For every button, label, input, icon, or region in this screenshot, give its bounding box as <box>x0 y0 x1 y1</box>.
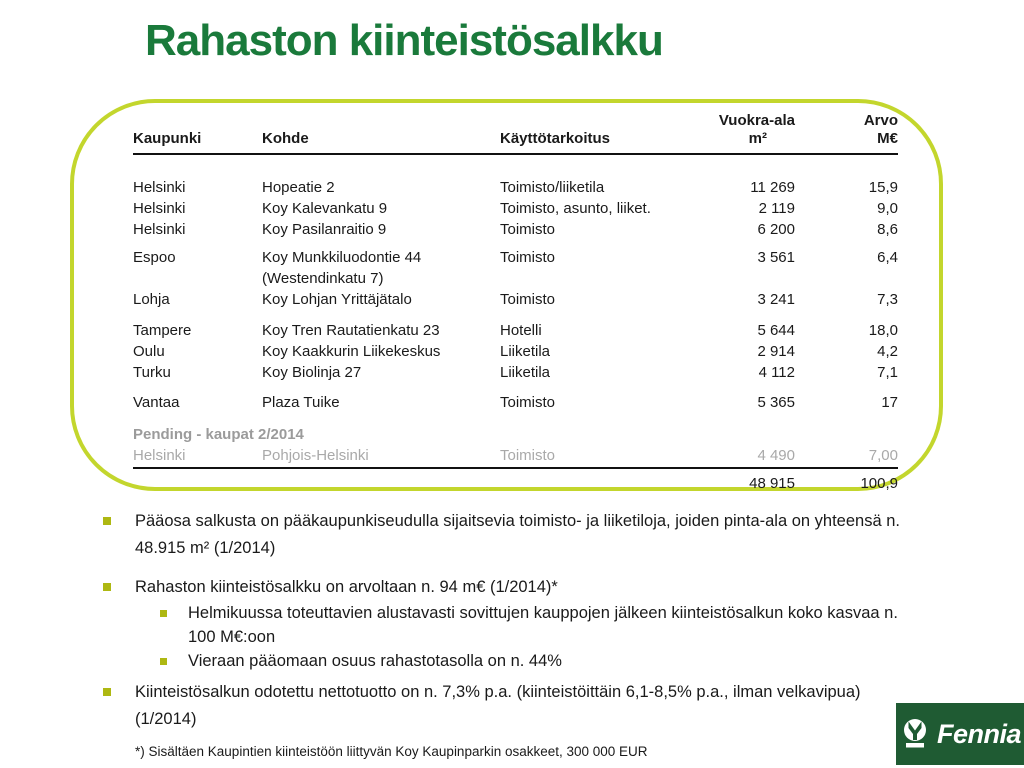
table-row <box>133 362 898 383</box>
table-row <box>133 392 898 413</box>
cell-value: 7,3 <box>877 291 898 308</box>
bullet-square-icon <box>103 517 111 525</box>
bullet-list <box>103 508 918 761</box>
header-value: Arvo M€ <box>863 112 898 147</box>
cell-area: 3 241 <box>757 291 795 308</box>
cell-value: 7,00 <box>868 447 898 464</box>
header-city: Kaupunki <box>133 130 202 147</box>
cell-purpose: Toimisto <box>500 447 556 464</box>
cell-value: 6,4 <box>877 249 898 266</box>
table-row-pending <box>133 445 898 466</box>
cell-city: Helsinki <box>133 200 186 217</box>
header-property: Kohde <box>262 130 309 147</box>
table-row <box>133 341 898 362</box>
cell-value: 9,0 <box>877 200 898 217</box>
table-row <box>133 177 898 198</box>
cell-property: Koy Kaakkurin Liikekeskus <box>262 343 441 360</box>
table-row <box>133 219 898 240</box>
bullet-square-icon <box>103 583 111 591</box>
fennia-logo <box>896 703 1024 765</box>
cell-property: Koy Kalevankatu 9 <box>262 200 388 217</box>
footnote: *) Sisältäen Kaupintien kiinteistöön liittyvän Koy Kaupinparkin osakkeet, 300 000 EUR <box>135 744 648 759</box>
cell-property: Koy Biolinja 27 <box>262 364 362 381</box>
cell-purpose: Liiketila <box>500 364 551 381</box>
cell-city: Lohja <box>133 291 170 308</box>
total-rule <box>133 467 898 469</box>
table-row <box>133 247 898 289</box>
cell-city: Turku <box>133 364 171 381</box>
cell-purpose: Hotelli <box>500 322 542 339</box>
cell-property: Koy Lohjan Yrittäjätalo <box>262 291 412 308</box>
cell-area: 6 200 <box>757 221 795 238</box>
cell-property: Pohjois-Helsinki <box>262 447 369 464</box>
cell-purpose: Liiketila <box>500 343 551 360</box>
cell-area: 11 269 <box>750 179 795 196</box>
table-row <box>133 198 898 219</box>
cell-purpose: Toimisto <box>500 249 556 266</box>
cell-purpose: Toimisto, asunto, liiket. <box>500 200 651 217</box>
total-area: 48 915 <box>749 475 795 492</box>
cell-purpose: Toimisto <box>500 221 556 238</box>
cell-city: Espoo <box>133 249 176 266</box>
fennia-wordmark: Fennia <box>936 718 1021 749</box>
bullet-item-net-yield: Kiinteistösalkun odotettu nettotuotto on n. 7,3% p.a. (kiinteistöittäin 6,1-8,5% p.a., ilman velkavipua) (1/2014) <box>103 679 918 733</box>
cell-area: 2 914 <box>757 343 795 360</box>
cell-city: Oulu <box>133 343 165 360</box>
header-area: Vuokra-ala m² <box>718 112 795 147</box>
cell-city: Helsinki <box>133 179 186 196</box>
cell-value: 4,2 <box>877 343 898 360</box>
bullet-square-icon <box>103 688 111 696</box>
table-row <box>133 320 898 341</box>
fennia-emblem-icon <box>899 717 931 751</box>
cell-city: Tampere <box>133 322 192 339</box>
cell-purpose: Toimisto/liiketila <box>500 179 605 196</box>
cell-area: 3 561 <box>757 249 795 266</box>
header-purpose: Käyttötarkoitus <box>500 130 611 147</box>
cell-value: 15,9 <box>868 179 898 196</box>
bullet-item-portfolio-area: Pääosa salkusta on pääkaupunkiseudulla sijaitsevia toimisto- ja liiketiloja, joiden pinta-ala on yhteensä n. 48.915 m² (1/2014) <box>103 508 918 562</box>
cell-value: 7,1 <box>877 364 898 381</box>
cell-area: 4 490 <box>757 447 795 464</box>
cell-area: 4 112 <box>758 364 795 381</box>
cell-city: Helsinki <box>133 221 186 238</box>
cell-value: 17 <box>881 394 898 411</box>
cell-purpose: Toimisto <box>500 291 556 308</box>
cell-property: Koy Munkkiluodontie 44 (Westendinkatu 7) <box>262 249 422 287</box>
cell-area: 5 644 <box>757 322 795 339</box>
header-rule <box>133 153 898 155</box>
cell-area: 2 119 <box>758 200 795 217</box>
cell-value: 8,6 <box>877 221 898 238</box>
cell-value: 18,0 <box>868 322 898 339</box>
bullet-item-portfolio-value: Rahaston kiinteistösalkku on arvoltaan n. 94 m€ (1/2014)* <box>103 574 918 601</box>
cell-property: Hopeatie 2 <box>262 179 335 196</box>
table-total-row <box>133 473 898 494</box>
bullet-square-icon <box>160 658 167 665</box>
cell-purpose: Toimisto <box>500 394 556 411</box>
cell-property: Plaza Tuike <box>262 394 340 411</box>
bullet-subitem-debt-share: Vieraan pääomaan osuus rahastotasolla on n. 44% <box>160 649 918 673</box>
cell-city: Vantaa <box>133 394 180 411</box>
total-value: 100,9 <box>860 475 898 492</box>
cell-city: Helsinki <box>133 447 186 464</box>
table-header-row <box>133 112 898 148</box>
portfolio-table <box>133 112 898 494</box>
bullet-subitem-february-deals: Helmikuussa toteuttavien alustavasti sovittujen kauppojen jälkeen kiinteistösalkun koko kasvaa n. 100 M€:oon <box>160 601 918 649</box>
table-row <box>133 289 898 310</box>
cell-area: 5 365 <box>757 394 795 411</box>
page-title: Rahaston kiinteistösalkku <box>145 16 663 65</box>
bullet-square-icon <box>160 610 167 617</box>
cell-property: Koy Pasilanraitio 9 <box>262 221 387 238</box>
cell-property: Koy Tren Rautatienkatu 23 <box>262 322 440 339</box>
pending-section-label: Pending - kaupat 2/2014 <box>133 426 304 443</box>
